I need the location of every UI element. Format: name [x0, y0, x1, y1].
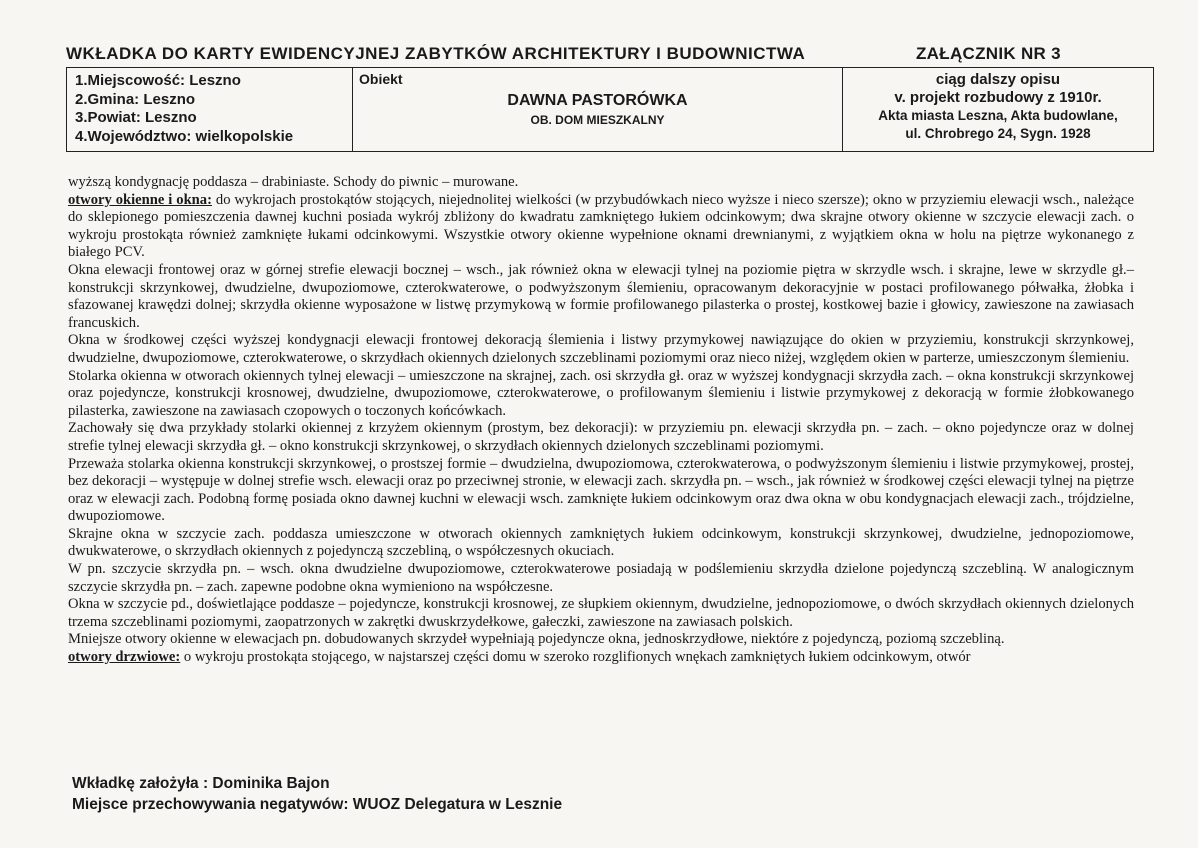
paragraph: Okna elewacji frontowej oraz w górnej strefie elewacji bocznej – wsch., jak również okna w elewacji tylnej na poziomie piętra w skrzydle wsch. i skrajne, lewe w skrzydle gł.– konstrukcji skrzynkowej, dwudzielne, dwupoziomowe, czterokwaterowe, o podwyższonym ślemieniu, opracowanym dekoracyjnie w postaci profilowanego półwałka, żłobka i sfazowanej krawędzi dolnej; skrzydła okienne wyposażone w listwę przymykową w formie profilowanego pilasterka o prostej, kostkowej bazie i głowicy, zawieszone na zawiasach francuskich.	[68, 261, 1134, 331]
paragraph-text: o wykroju prostokąta stojącego, w najstarszej części domu w szeroko rozglifionych wnękach zamkniętych łukiem odcinkowym, otwór	[180, 649, 971, 666]
location-commune: 2.Gmina: Leszno	[75, 90, 196, 108]
paragraph: Okna w szczycie pd., doświetlające poddasze – pojedyncze, konstrukcji krosnowej, ze słupkiem okiennym, dwudzielne, jednopoziomowe, o dwóch skrzydłach okiennych dzielonych trzema szczeblinami poziomymi, zaopatrzonych w zakrętki dwuskrzydełkowe, gałeczki, zawieszone na zawiasach polskich.	[68, 596, 1134, 630]
paragraph-doors	[68, 649, 1134, 667]
paragraph-windows	[68, 192, 1134, 262]
location-district: 3.Powiat: Leszno	[75, 109, 197, 126]
paragraph: Przeważa stolarka okienna konstrukcji skrzynkowej, o prostszej formie – dwudzielna, dwupoziomowa, czterokwaterowa, o podwyższonym ślemieniu i listwie przymykowej, prostej, bez dekoracji – występuje w dolnej strefie wsch. elewacji oraz po przeciwnej stronie, w elewacji zach. skrzydła pn. – wsch., jak również w środkowej części elewacji tylnej na piętrze oraz w elewacji zach. Podobną formę posiada okno dawnej kuchni w elewacji wsch. zamknięte łukiem odcinkowym oraz dwa okna w obu kondygnacjach elewacji zach., trójdzielne, dwupoziomowe.	[68, 455, 1134, 525]
negatives-storage-line: Miejsce przechowywania negatywów: WUOZ Delegatura w Lesznie	[72, 796, 563, 813]
object-cell	[353, 68, 843, 151]
source-line-3: Akta miasta Leszna, Akta budowlane,	[878, 108, 1118, 123]
paragraph: W pn. szczycie skrzydła pn. – wsch. okna dwudzielne dwupoziomowe, czterokwaterowe posiadają w podślemieniu skrzydła dzielone pojedynczą szczebliną. W analogicznym szczycie skrzydła pn. – zach. zapewne podobne okna wymieniono na współczesne.	[68, 561, 1134, 595]
paragraph: Zachowały się dwa przykłady stolarki okiennej z krzyżem okiennym (prostym, bez dekoracji): w przyziemiu pn. elewacji skrzydła pn. – zach. – okno pojedyncze oraz w dolnej strefie tylnej elewacji skrzydła gł. – okno konstrukcji skrzynkowej, o skrzydłach okiennych dzielonych szczeblinami poziomymi.	[68, 420, 1134, 454]
header-table	[66, 67, 1154, 152]
document-title: WKŁADKA DO KARTY EWIDENCYJNEJ ZABYTKÓW ARCHITEKTURY I BUDOWNICTWA	[66, 44, 806, 63]
footer	[72, 773, 562, 815]
location-cell	[67, 68, 353, 151]
object-subtitle: OB. DOM MIESZKALNY	[530, 113, 665, 127]
location-town: 1.Miejscowość: Leszno	[75, 72, 241, 89]
description-body	[68, 174, 1134, 667]
paragraph-text: do wykrojach prostokątów stojących, niejednolitej wielkości (w przybudówkach nieco wyższe i nieco szersze); okno w przyziemiu elewacji wsch., należące do sklepionego pomieszczenia dawnej kuchni posiada wykrój zbliżony do kwadratu zamkniętego łukiem odcinkowym; dwa skrajne otwory okienne w szczycie elewacji zach. o wykroju prostokąta również zamknięte łukami odcinkowymi. Wszystkie otwory okienne wypełnione oknami drewnianymi, z wyjątkiem okna w holu na piętrze wykonanego z białego PCV.	[68, 191, 1134, 261]
object-name: DAWNA PASTORÓWKA	[507, 92, 688, 109]
attachment-number: ZAŁĄCZNIK NR 3	[916, 44, 1061, 63]
location-voivodeship: 4.Województwo: wielkopolskie	[75, 127, 294, 145]
paragraph: wyższą kondygnację poddasza – drabiniaste. Schody do piwnic – murowane.	[68, 174, 519, 190]
source-line-1: ciąg dalszy opisu	[935, 71, 1061, 88]
paragraph: Okna w środkowej części wyższej kondygnacji elewacji frontowej dekoracją ślemienia i listwy przymykowej nawiązujące do okien w przyziemiu, konstrukcji skrzynkowej, dwudzielne, dwupoziomowe, czterokwaterowe, o skrzydłach okiennych dzielonych szczeblinami poziomymi oraz nieco niżej, względem okien w parterze, umieszczonym ślemieniu.	[68, 332, 1134, 366]
object-label: Obiekt	[359, 71, 403, 87]
source-line-2: v. projekt rozbudowy z 1910r.	[894, 89, 1102, 106]
author-line: Wkładkę założyła : Dominika Bajon	[72, 775, 330, 792]
section-heading-windows: otwory okienne i okna:	[68, 191, 212, 208]
paragraph: Stolarka okienna w otworach okiennych tylnej elewacji – umieszczone na skrajnej, zach. osi skrzydła gł. oraz w wyższej kondygnacji skrzydła zach. – okna konstrukcji skrzynkowej oraz pojedyncze, konstrukcji krosnowej, dwudzielne, dwupoziomowe, czterokwaterowe, o profilowanym ślemieniu i listwie przymykowej z dekoracją w formie żłobkowanego pilasterka, zawieszone na zawiasach czopowych o toczonych końcówkach.	[68, 367, 1134, 419]
source-cell	[843, 68, 1153, 151]
paragraph: Mniejsze otwory okienne w elewacjach pn. dobudowanych skrzydeł wypełniają pojedyncze okna, jednoskrzydłowe, niektóre z pojedynczą, poziomą szczebliną.	[68, 631, 1005, 648]
source-line-4: ul. Chrobrego 24, Sygn. 1928	[905, 126, 1091, 141]
paragraph: Skrajne okna w szczycie zach. poddasza umieszczone w otworach okiennych zamkniętych łukiem odcinkowym, konstrukcji skrzynkowej, dwudzielne, jednopoziomowe, dwukwaterowe, o skrzydłach okiennych z pojedynczą szczebliną, o współczesnych okuciach.	[68, 525, 1134, 560]
section-heading-doors: otwory drzwiowe:	[68, 649, 181, 666]
